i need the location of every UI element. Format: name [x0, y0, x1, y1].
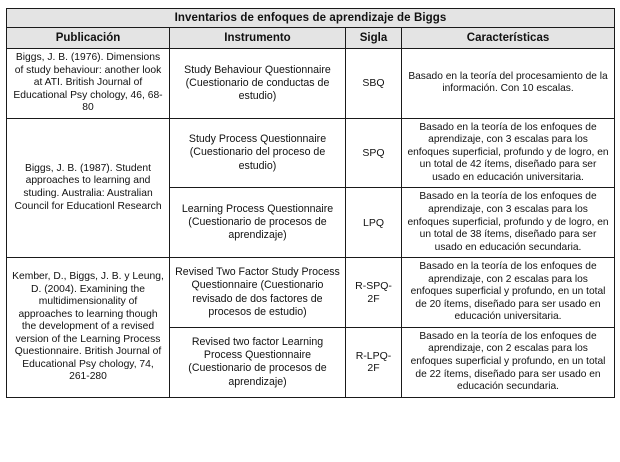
table-row	[7, 118, 615, 188]
biggs-inventories-table	[6, 8, 615, 398]
column-header-instrumento: Instrumento	[170, 28, 346, 49]
cell-sigla: R-LPQ-2F	[346, 327, 402, 397]
cell-caracteristicas: Basado en la teoría de los enfoques de aprendizaje, con 2 escalas para los enfoques superficial y profundo, en un total de 20 ítems, diseñado para ser usado en educación universitaria.	[402, 258, 615, 328]
cell-publicacion: Biggs, J. B. (1976). Dimensions of study behaviour: another look at ATI. British Journal of Educational Psy chology, 46, 68-80	[7, 49, 170, 119]
cell-publicacion: Biggs, J. B. (1987). Student approaches to learning and studing. Australia: Australian Council for Educationl Research	[7, 118, 170, 257]
table-header-row	[7, 28, 615, 49]
column-header-sigla: Sigla	[346, 28, 402, 49]
cell-sigla: SPQ	[346, 118, 402, 188]
cell-caracteristicas: Basado en la teoría del procesamiento de la información. Con 10 escalas.	[402, 49, 615, 119]
cell-instrumento: Learning Process Questionnaire (Cuestionario de procesos de aprendizaje)	[170, 188, 346, 258]
table-title-row	[7, 9, 615, 28]
table-row	[7, 49, 615, 119]
cell-instrumento: Revised Two Factor Study Process Questionnaire (Cuestionario revisado de dos factores de procesos de estudio)	[170, 258, 346, 328]
cell-sigla: SBQ	[346, 49, 402, 119]
cell-caracteristicas: Basado en la teoría de los enfoques de aprendizaje, con 3 escalas para los enfoques superficial, profundo y de logro, en un total de 38 ítems, diseñado para ser usado en educación secundaria.	[402, 188, 615, 258]
table-row	[7, 258, 615, 328]
cell-publicacion: Kember, D., Biggs, J. B. y Leung, D. (2004). Examining the multidimensionality of approaches to learning though the development of a revised version of the Learning Process Questionnaire. British Journal of Educational Psy chology, 74, 261-280	[7, 258, 170, 397]
cell-instrumento: Study Process Questionnaire (Cuestionario del proceso de estudio)	[170, 118, 346, 188]
cell-caracteristicas: Basado en la teoría de los enfoques de aprendizaje, con 2 escalas para los enfoques superficial y profundo, en un total de 22 ítems, diseñado para ser usado en educación secundaria.	[402, 327, 615, 397]
cell-instrumento: Revised two factor Learning Process Questionnaire (Cuestionario de procesos de aprendizaje)	[170, 327, 346, 397]
table-title: Inventarios de enfoques de aprendizaje de Biggs	[7, 9, 615, 28]
cell-sigla: LPQ	[346, 188, 402, 258]
cell-sigla: R-SPQ-2F	[346, 258, 402, 328]
column-header-publicacion: Publicación	[7, 28, 170, 49]
cell-instrumento: Study Behaviour Questionnaire (Cuestionario de conductas de estudio)	[170, 49, 346, 119]
cell-caracteristicas: Basado en la teoría de los enfoques de aprendizaje, con 3 escalas para los enfoques superficial, profundo y de logro, en un total de 42 ítems, diseñado para ser usado en educación universitaria.	[402, 118, 615, 188]
column-header-caracteristicas: Características	[402, 28, 615, 49]
